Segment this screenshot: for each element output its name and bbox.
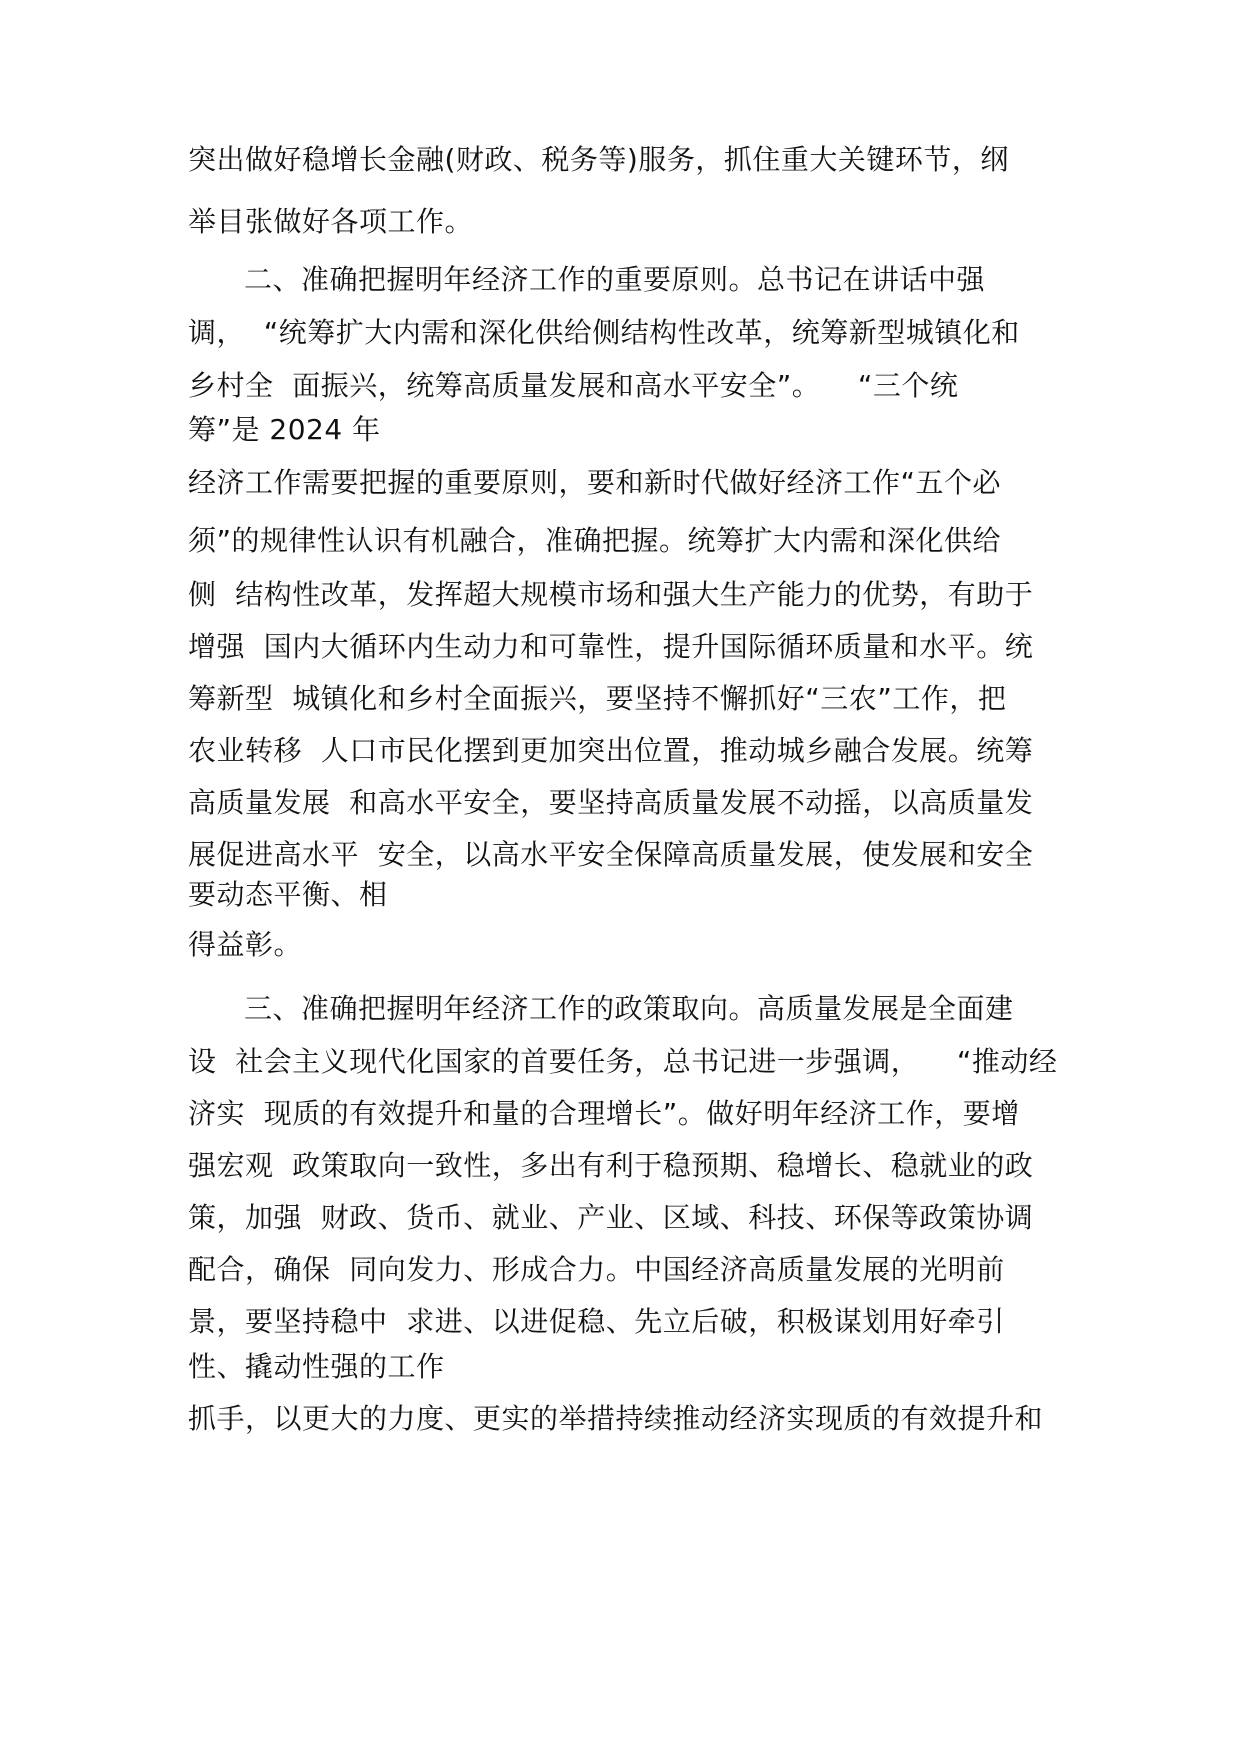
text-line: 乡村全 面振兴，统筹高质量发展和高水平安全”。 “三个统: [188, 369, 959, 402]
paragraph-heading-2: 二、准确把握明年经济工作的重要原则。总书记在讲话中强: [244, 263, 986, 296]
text-line: 配合，确保 同向发力、形成合力。中国经济高质量发展的光明前: [188, 1253, 1005, 1286]
text-line: 农业转移 人口市民化摆到更加突出位置，推动城乡融合发展。统筹: [188, 734, 1034, 767]
text-line: 筹”是 2024 年: [188, 413, 381, 446]
text-line: 设 社会主义现代化国家的首要任务，总书记进一步强调， “推动经: [188, 1045, 1058, 1078]
text-line: 要动态平衡、相: [188, 878, 388, 911]
text-line: 高质量发展 和高水平安全，要坚持高质量发展不动摇，以高质量发: [188, 786, 1034, 819]
text-line: 策，加强 财政、货币、就业、产业、区域、科技、环保等政策协调: [188, 1201, 1034, 1234]
paragraph-heading-3: 三、准确把握明年经济工作的政策取向。高质量发展是全面建: [244, 992, 1014, 1025]
text-line: 须”的规律性认识有机融合，准确把握。统筹扩大内需和深化供给: [188, 524, 1002, 557]
text-line: 筹新型 城镇化和乡村全面振兴，要坚持不懈抓好“三农”工作，把: [188, 682, 1007, 715]
text-line: 展促进高水平 安全，以高水平安全保障高质量发展，使发展和安全: [188, 838, 1034, 871]
text-line: 调， “统筹扩大内需和深化供给侧结构性改革，统筹新型城镇化和: [188, 316, 1020, 349]
text-line: 举目张做好各项工作。: [188, 205, 474, 238]
text-line: 抓手，以更大的力度、更实的举措持续推动经济实现质的有效提升和: [188, 1402, 1044, 1435]
text-line: 侧 结构性改革，发挥超大规模市场和强大生产能力的优势，有助于: [188, 578, 1034, 611]
text-line: 济实 现质的有效提升和量的合理增长”。做好明年经济工作，要增: [188, 1097, 1020, 1130]
text-line: 得益彰。: [188, 928, 303, 961]
text-line: 景，要坚持稳中 求进、以进促稳、先立后破，积极谋划用好牵引: [188, 1305, 1005, 1338]
text-line: 性、撬动性强的工作: [188, 1350, 445, 1383]
text-line: 增强 国内大循环内生动力和可靠性，提升国际循环质量和水平。统: [188, 630, 1034, 663]
text-line: 经济工作需要把握的重要原则，要和新时代做好经济工作“五个必: [188, 466, 1002, 499]
text-line: 强宏观 政策取向一致性，多出有利于稳预期、稳增长、稳就业的政: [188, 1149, 1034, 1182]
text-line: 突出做好稳增长金融(财政、税务等)服务，抓住重大关键环节，纲: [188, 143, 1009, 176]
